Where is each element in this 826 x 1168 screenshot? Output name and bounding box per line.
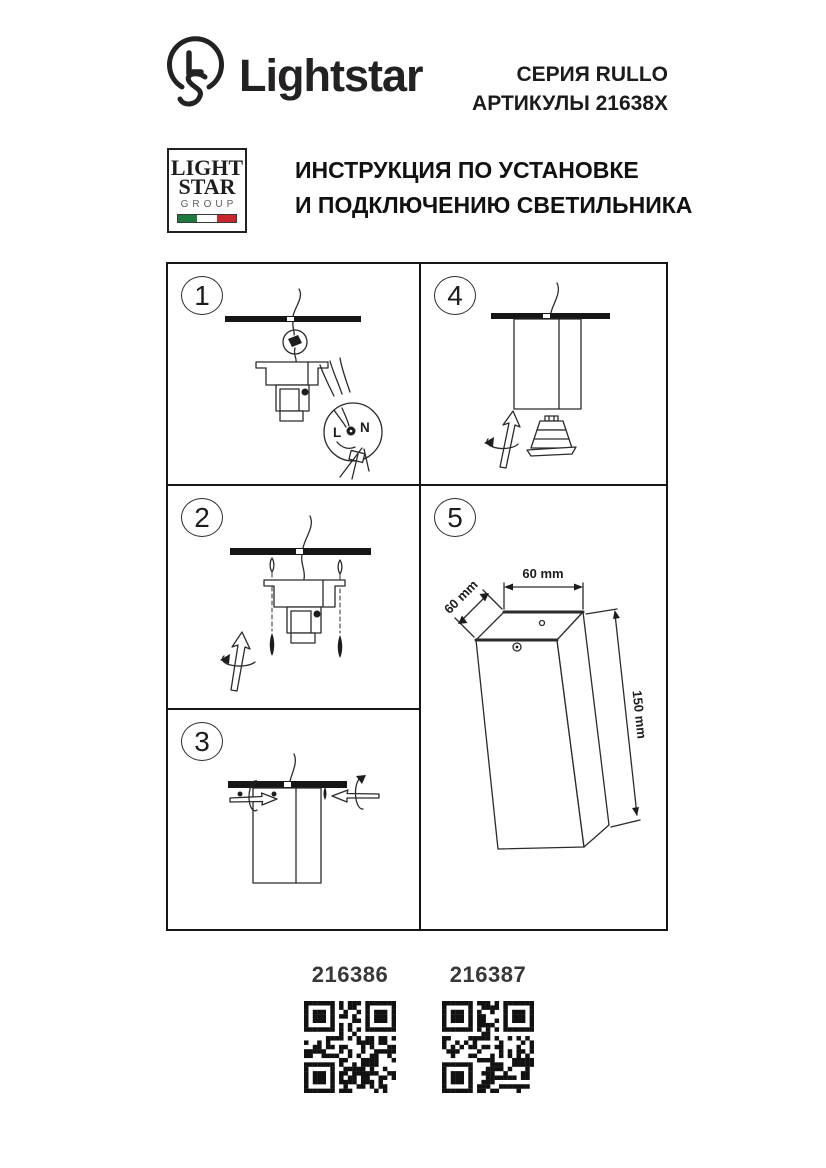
series-articles: АРТИКУЛЫ 21638X (472, 92, 668, 115)
article-number-216386: 216386 (311, 962, 389, 987)
terminal-label-neutral: N (360, 420, 370, 435)
qr-code-216386 (304, 1001, 396, 1093)
step-panel-4 (421, 264, 666, 486)
italian-flag-icon (177, 214, 237, 223)
lightstar-bulb-icon (163, 36, 229, 122)
step-number-1: 1 (181, 276, 223, 315)
step-panel-5 (421, 486, 666, 929)
steps-grid (166, 262, 668, 931)
dimension-top-width: 60 mm (522, 566, 564, 581)
group-logo-light: LIGHT (170, 155, 244, 180)
dimension-top-depth: 60 mm (440, 576, 481, 617)
terminal-label-live: L (333, 425, 342, 440)
qr-code-216387 (442, 1001, 534, 1093)
step-number-5: 5 (434, 498, 476, 537)
step-panel-2 (168, 486, 419, 710)
page-title (295, 153, 693, 223)
step-panel-3 (168, 710, 419, 929)
lightstar-group-logo (167, 148, 247, 233)
article-number-216387: 216387 (449, 962, 527, 987)
step-number-3: 3 (181, 722, 223, 761)
qr-figure-216387 (440, 962, 536, 1093)
step-number-4: 4 (434, 276, 476, 315)
steps-column-left (168, 264, 421, 929)
brand-name: Lightstar (239, 50, 423, 101)
series-title: СЕРИЯ RULLO (516, 63, 668, 86)
page-title-line1: ИНСТРУКЦИЯ ПО УСТАНОВКЕ (295, 157, 639, 183)
page-title-line2: И ПОДКЛЮЧЕНИЮ СВЕТИЛЬНИКА (295, 192, 693, 218)
step-panel-1 (168, 264, 419, 486)
dimension-side-height: 150 mm (629, 689, 650, 740)
brand-lockup (163, 36, 423, 122)
series-block (472, 60, 668, 118)
steps-column-right (421, 264, 666, 929)
group-logo-star: STAR (178, 174, 236, 199)
step-5-dimensions-diagram (421, 486, 666, 929)
step-number-2: 2 (181, 498, 223, 537)
qr-figure-216386 (302, 962, 398, 1093)
group-logo-group: GROUP (180, 199, 238, 210)
